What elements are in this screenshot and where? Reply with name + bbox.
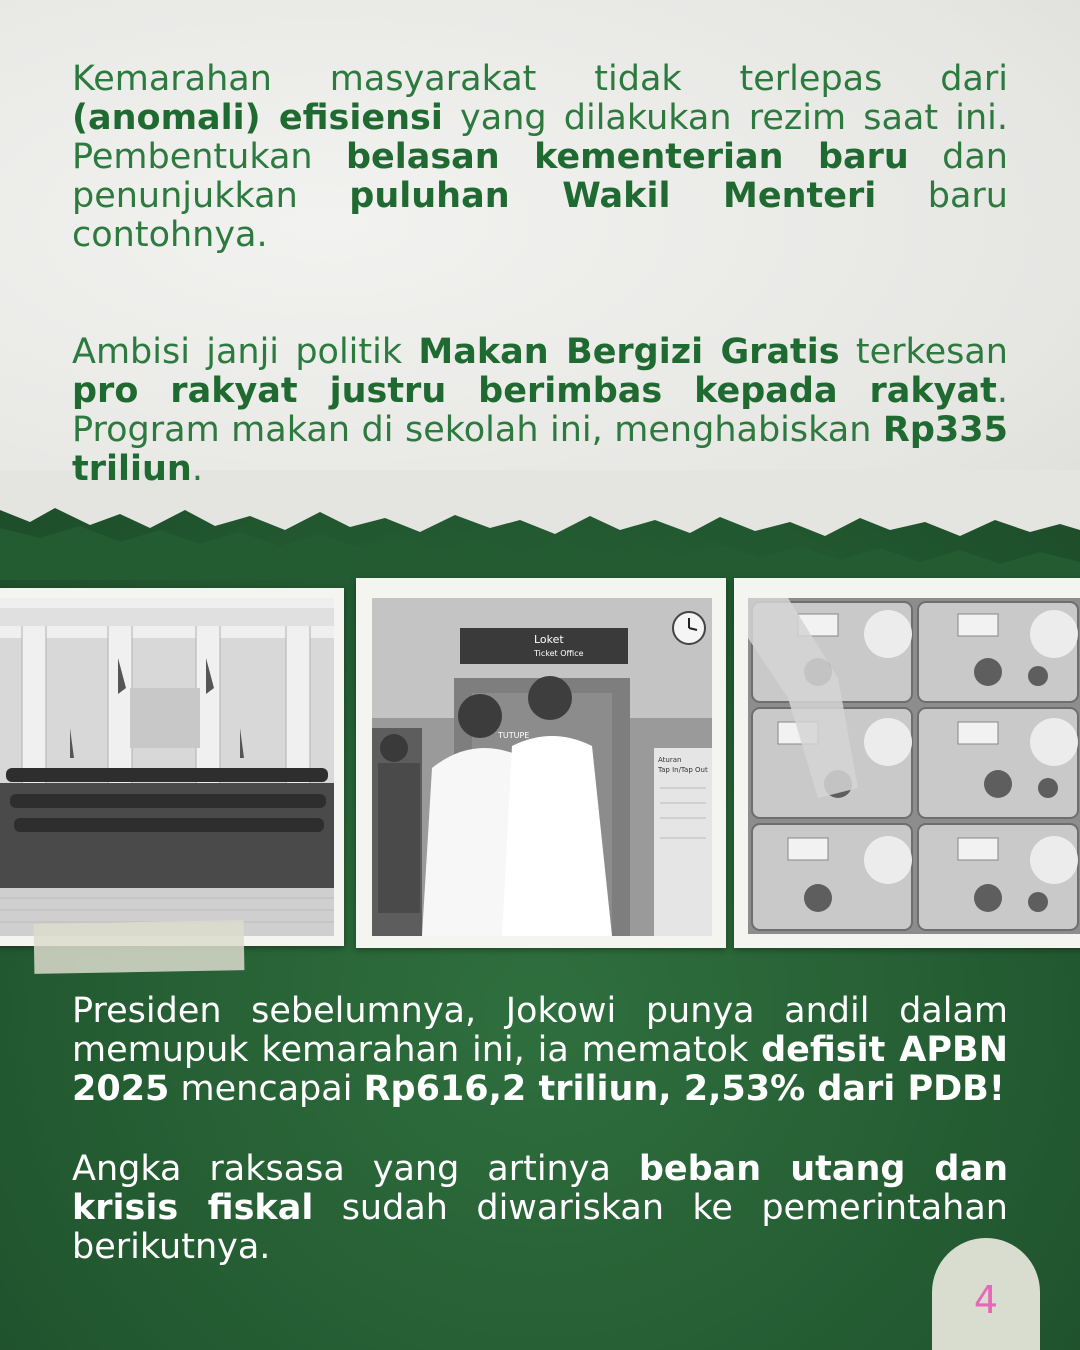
masking-tape xyxy=(34,920,245,974)
page-number: 4 xyxy=(973,1278,999,1322)
sign-subtitle: Ticket Office xyxy=(534,649,584,658)
paragraph-makan-bergizi xyxy=(72,333,1008,489)
text-run: Kemarahan masyarakat tidak terlepas dari xyxy=(72,59,1008,99)
sign-title: Loket xyxy=(534,633,564,646)
bold-text-run: Rp335 triliun xyxy=(72,410,1008,489)
paragraph-efisiensi xyxy=(72,60,1008,255)
text-run: dan penunjukkan xyxy=(72,137,1008,216)
paragraph-beban-utang xyxy=(72,1150,1008,1267)
text-run: yang dilakukan rezim saat ini. Pembentukan xyxy=(72,98,1008,177)
photo-ticket-office xyxy=(372,598,712,936)
bold-text-run: pro rakyat justru berimbas kepada rakyat xyxy=(72,371,997,411)
photo-meal-trays xyxy=(748,598,1080,934)
text-run: sudah diwariskan ke pemerintahan berikutnya. xyxy=(72,1188,1008,1267)
bold-text-run: Makan Bergizi Gratis xyxy=(418,332,840,372)
photo-cabinet-group xyxy=(0,598,334,936)
text-run: baru contohnya. xyxy=(72,176,1008,255)
bold-text-run: puluhan Wakil Menteri xyxy=(349,176,877,216)
bold-text-run: Rp616,2 triliun, 2,53% dari PDB! xyxy=(363,1069,1005,1109)
board-subtitle: Tap In/Tap Out xyxy=(658,766,708,774)
bold-text-run: belasan kementerian baru xyxy=(345,137,909,177)
text-run: Ambisi janji politik xyxy=(72,332,419,372)
bold-text-run: (anomali) efisiensi xyxy=(72,98,443,138)
paragraph-defisit-apbn xyxy=(72,992,1008,1109)
bold-text-run: defisit APBN 2025 xyxy=(72,1030,1008,1109)
text-run: Angka raksasa yang artinya xyxy=(72,1149,639,1189)
text-run: . xyxy=(191,449,203,489)
door-text: TUTUPE xyxy=(498,731,530,740)
board-title: Aturan xyxy=(658,756,682,764)
text-run: Presiden sebelumnya, Jokowi punya andil dalam memupuk kemarahan ini, ia mematok xyxy=(72,991,1008,1070)
text-run: mencapai xyxy=(169,1069,364,1109)
text-run: terkesan xyxy=(839,332,1008,372)
bold-text-run: beban utang dan krisis fiskal xyxy=(72,1149,1009,1228)
text-run: . Program makan di sekolah ini, menghabiskan xyxy=(72,371,1008,450)
